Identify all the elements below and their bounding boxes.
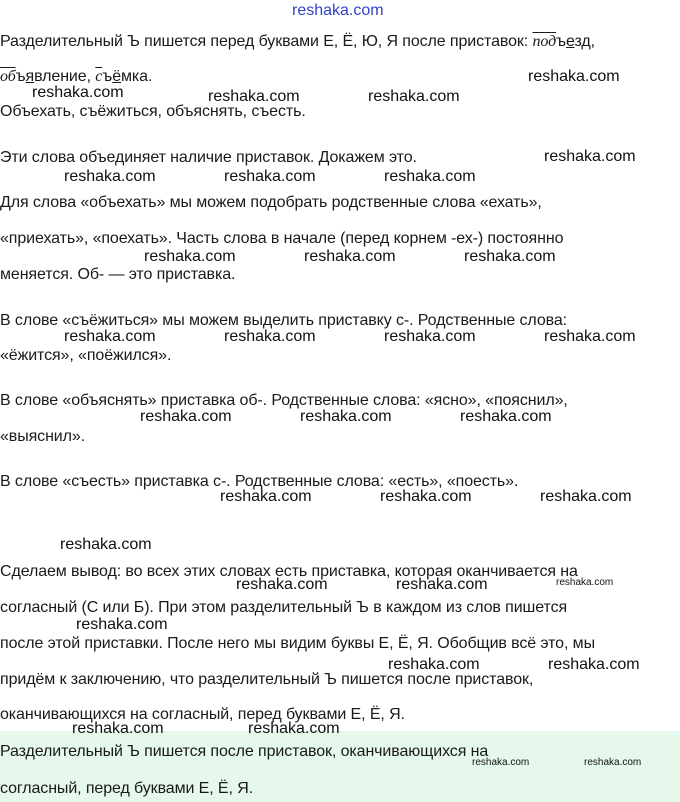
letter-mark: я	[25, 68, 35, 85]
watermark: reshaka.com	[224, 328, 316, 345]
watermark-small: reshaka.com	[472, 757, 530, 768]
paragraph-line: оканчивающихся на согласный, перед буквами Е, Ё, Я.	[0, 706, 405, 723]
conclusion-line: согласный, перед буквами Е, Ё, Я.	[0, 780, 253, 797]
word-rest: вление,	[34, 68, 91, 85]
paragraph-line: меняется. Об- — это приставка.	[0, 266, 236, 283]
conclusion-line: Разделительный Ъ пишется после приставок, оканчивающихся на	[0, 743, 489, 760]
watermark: reshaka.com	[300, 408, 392, 425]
watermark: reshaka.com	[528, 68, 620, 85]
prefix-mark: с	[95, 68, 103, 85]
watermark: reshaka.com	[460, 408, 552, 425]
watermark-small: reshaka.com	[584, 757, 642, 768]
watermark: reshaka.com	[64, 328, 156, 345]
watermark: reshaka.com	[32, 84, 124, 101]
paragraph-line: Для слова «объехать» мы можем подобрать родственные слова «ехать»,	[0, 194, 542, 211]
word-rest: мка.	[121, 68, 153, 85]
paragraph-line: В слове «объяснять» приставка об-. Родственные слова: «ясно», «пояснил»,	[0, 392, 568, 409]
hard-sign-mark: ъ	[15, 68, 26, 85]
watermark: reshaka.com	[544, 148, 636, 165]
watermark: reshaka.com	[368, 88, 460, 105]
watermark: reshaka.com	[208, 88, 300, 105]
word-rest: зд,	[574, 33, 595, 50]
watermark: reshaka.com	[60, 536, 152, 553]
watermark: reshaka.com	[396, 576, 488, 593]
paragraph-line: Объехать, съёжиться, объяснять, съесть.	[0, 103, 306, 120]
watermark-top: reshaka.com	[292, 2, 384, 19]
watermark: reshaka.com	[380, 488, 472, 505]
watermark: reshaka.com	[248, 720, 340, 737]
letter-mark: е	[566, 33, 575, 50]
paragraph-line: согласный (С или Б). При этом разделительный Ъ в каждом из слов пишется	[0, 599, 568, 616]
watermark-small: reshaka.com	[556, 577, 614, 588]
paragraph-line: Эти слова объединяет наличие приставок. Докажем это.	[0, 149, 417, 166]
paragraph-line: В слове «съесть» приставка с-. Родственные слова: «есть», «поесть».	[0, 473, 519, 490]
watermark: reshaka.com	[384, 328, 476, 345]
paragraph-line: «приехать», «поехать». Часть слова в начале (перед корнем -ех-) постоянно	[0, 230, 564, 247]
paragraph-line: Сделаем вывод: во всех этих словах есть приставка, которая оканчивается на	[0, 563, 578, 580]
paragraph-line: после этой приставки. После него мы видим буквы Е, Ё, Я. Обобщив всё это, мы	[0, 635, 595, 652]
paragraph-line: «выяснил».	[0, 428, 86, 445]
paragraph-line: придём к заключению, что разделительный Ъ пишется после приставок,	[0, 671, 534, 688]
watermark: reshaka.com	[464, 248, 556, 265]
watermark: reshaka.com	[544, 328, 636, 345]
watermark: reshaka.com	[304, 248, 396, 265]
watermark: reshaka.com	[220, 488, 312, 505]
rule-text: Разделительный Ъ пишется перед буквами Е, Ё, Ю, Я после приставок:	[0, 33, 529, 50]
watermark: reshaka.com	[144, 248, 236, 265]
hard-sign-mark: ъ	[556, 33, 567, 50]
watermark: reshaka.com	[236, 576, 328, 593]
paragraph-line: В слове «съёжиться» мы можем выделить приставку с-. Родственные слова:	[0, 312, 567, 329]
prefix-mark: под	[532, 33, 557, 50]
watermark: reshaka.com	[72, 720, 164, 737]
paragraph-line: «ёжится», «поёжился».	[0, 347, 172, 364]
watermark: reshaka.com	[384, 168, 476, 185]
watermark: reshaka.com	[140, 408, 232, 425]
rule-line-1	[0, 32, 595, 52]
watermark: reshaka.com	[224, 168, 316, 185]
watermark: reshaka.com	[548, 656, 640, 673]
watermark: reshaka.com	[540, 488, 632, 505]
letter-mark: ё	[112, 68, 122, 85]
hard-sign-mark: ъ	[102, 68, 113, 85]
prefix-mark: об	[0, 68, 16, 85]
watermark: reshaka.com	[64, 168, 156, 185]
watermark: reshaka.com	[76, 616, 168, 633]
example-podezd	[533, 32, 595, 52]
watermark: reshaka.com	[388, 656, 480, 673]
